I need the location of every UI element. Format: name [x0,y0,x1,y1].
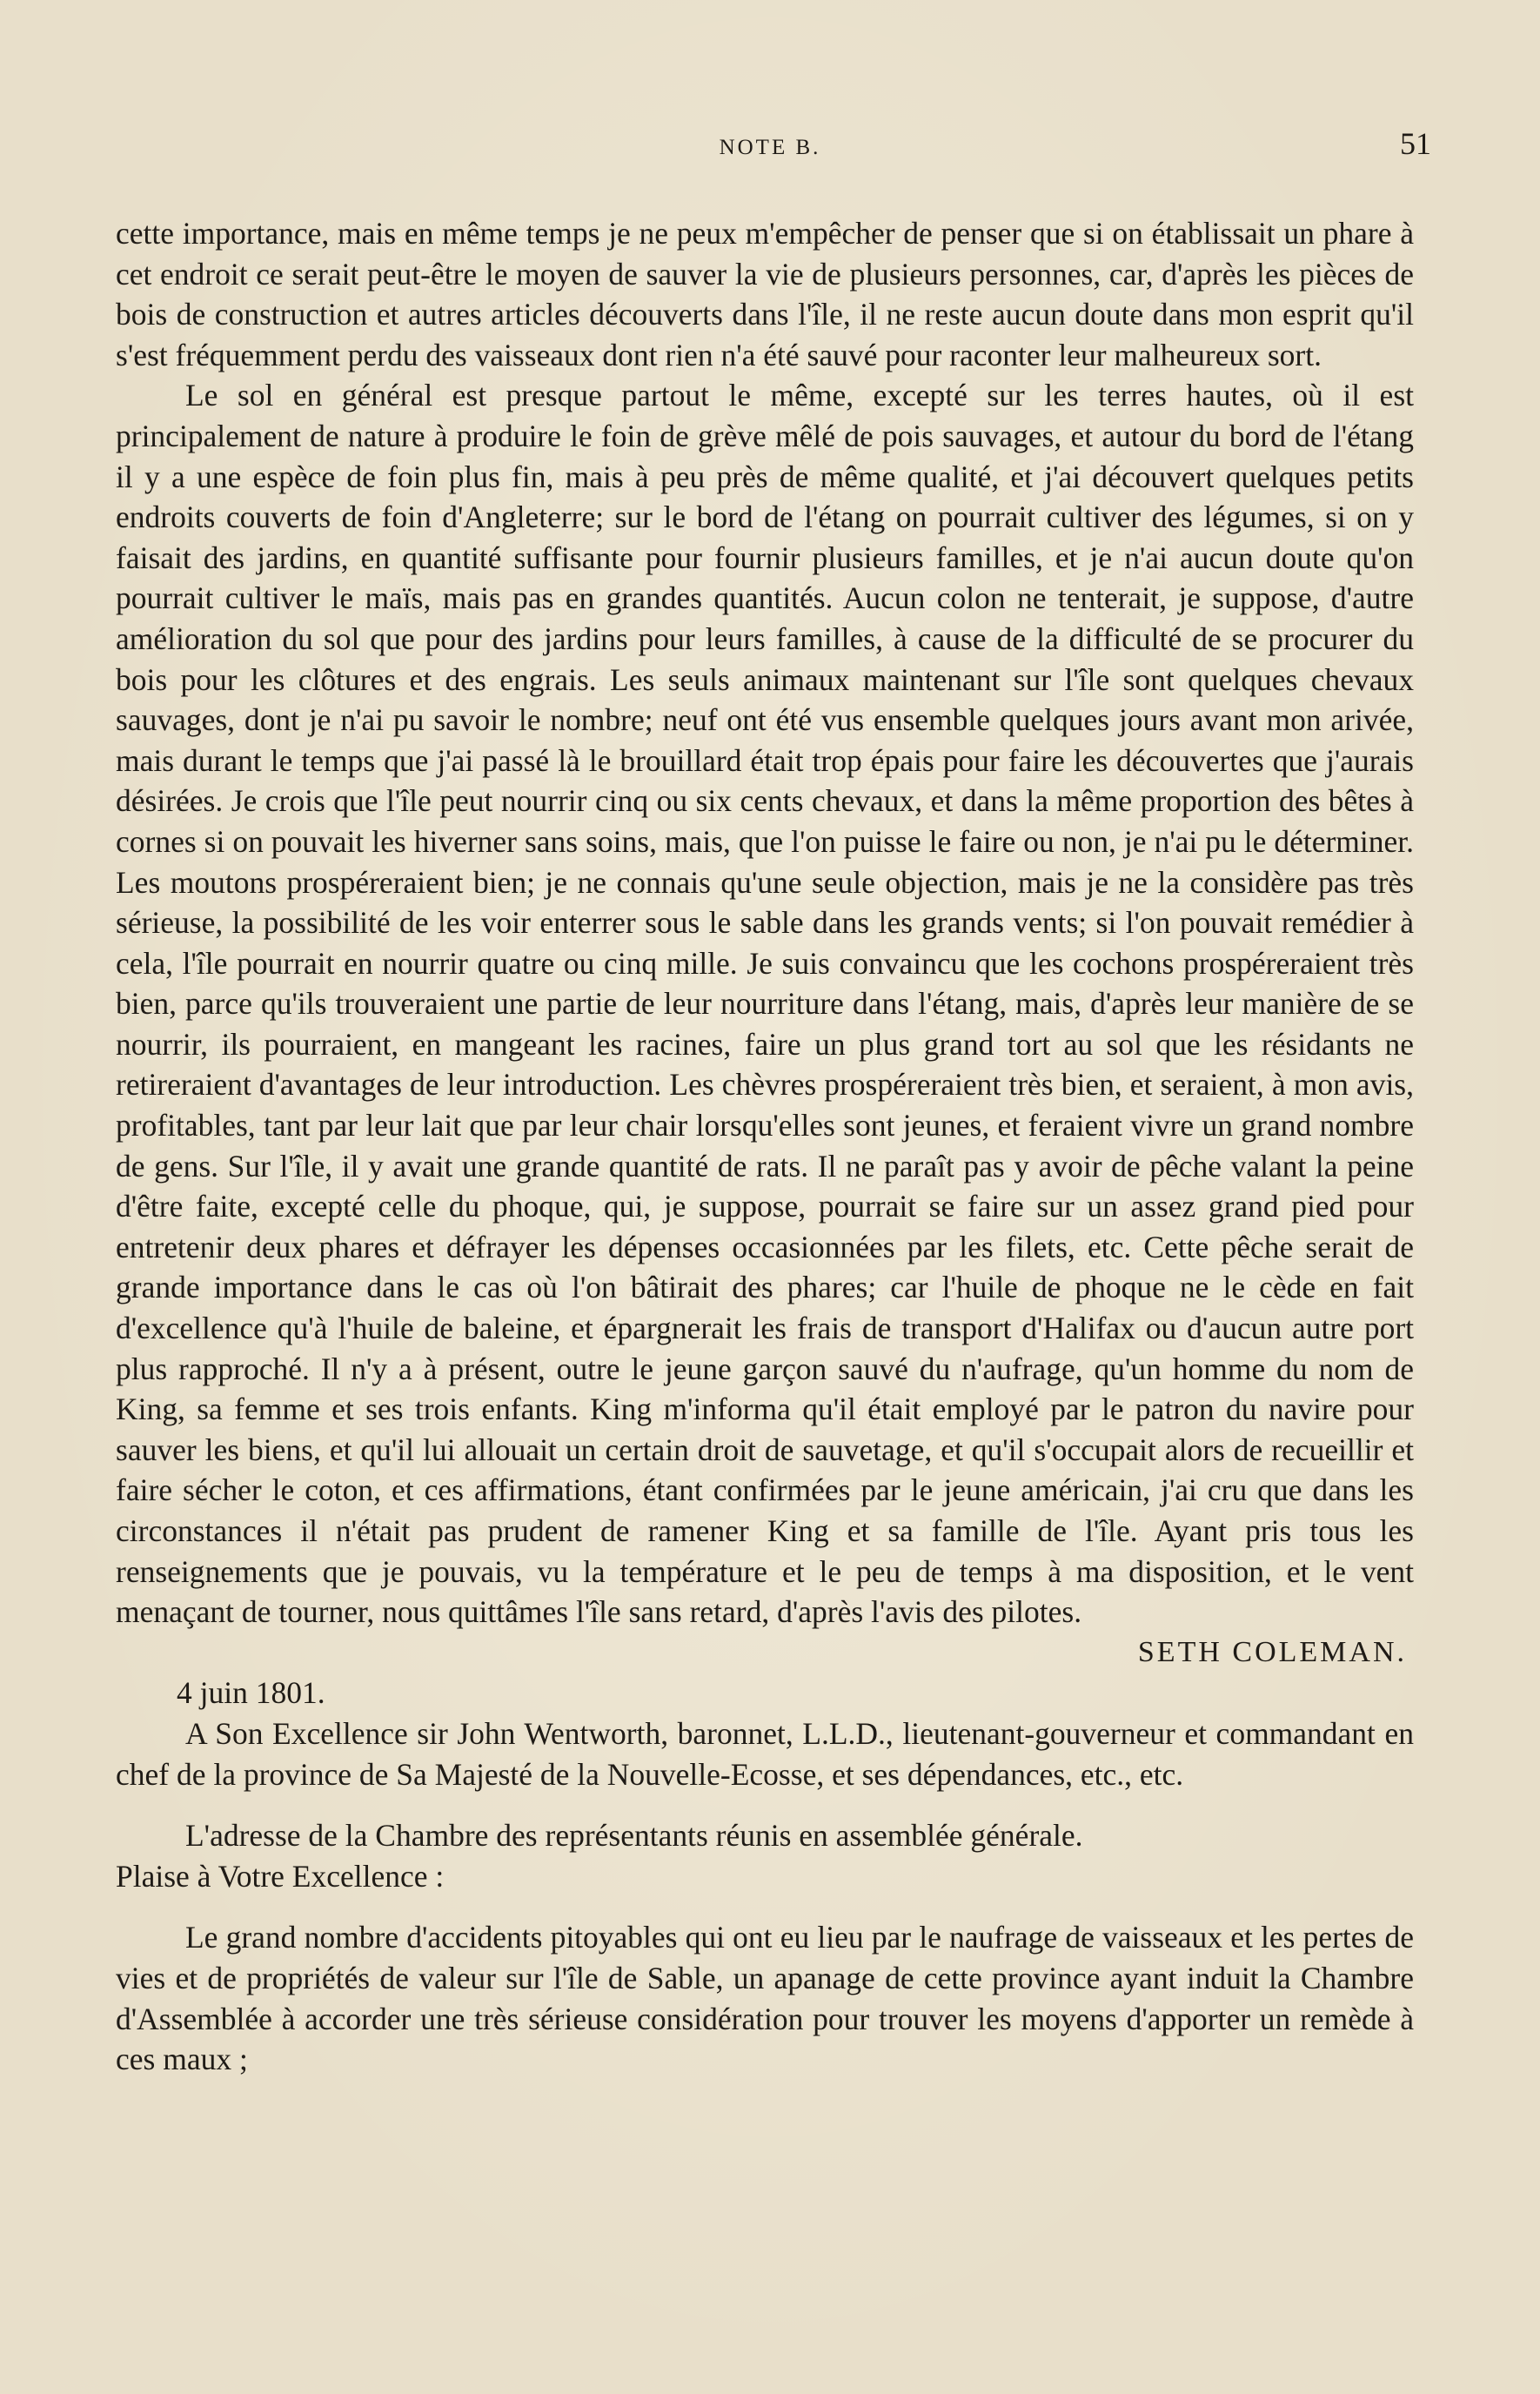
paragraph-accidents: Le grand nombre d'accidents pitoyables qui ont eu lieu par le naufrage de vaisseaux et les pertes de vies et de propriétés de valeur sur l'île de Sable, un apanage de cette province ayant induit la Chambre d'Assemblée à accorder une très sérieuse considération pour trouver les moyens d'apporter un remède à ces maux ; [116,1920,1414,2077]
signature: SETH COLEMAN. [1137,1635,1407,1668]
paragraph-address-to-governor: A Son Excellence sir John Wentworth, baronnet, L.L.D., lieutenant-gouverneur et commandant en chef de la province de Sa Majesté de la Nouvelle-Ecosse, et ses dépendances, etc., etc. [116,1715,1414,1792]
salutation: Plaise à Votre Excellence : [116,1858,445,1894]
date-line: 4 juin 1801. [177,1675,325,1711]
body-text [116,213,1414,2080]
page-number: 51 [1400,126,1431,161]
running-head [117,126,1431,165]
running-head-title: NOTE B. [719,136,821,159]
paragraph-assembly-address: L'adresse de la Chambre des représentants réunis en assemblée générale. [185,1818,1083,1854]
paragraph-soil-description: Le sol en général est presque partout le même, excepté sur les terres hautes, où il est principalement de nature à produire le foin de grève mêlé de pois sauvages, et autour du bord de l'étang il y a une espèce de foin plus fin, mais à peu près de même qualité, et j'ai découvert quelques petits endroits couverts de foin d'Angleterre; sur le bord de l'étang on pourrait cultiver des légumes, si on y faisait des jardins, en quantité suffisante pour fournir plusieurs familles, et je n'ai aucun doute qu'on pourrait cultiver le maïs, mais pas en grandes quantités. Aucun colon ne tenterait, je suppose, d'autre amélioration du sol que pour des jardins pour leurs familles, à cause de la difficulté de se procurer du bois pour les clôtures et des engrais. Les seuls animaux maintenant sur l'île sont quelques chevaux sauvages, dont je n'ai pu savoir le nombre; neuf ont été vus ensemble quelques jours avant mon arivée, mais durant le temps que j'ai passé là le brouillard était trop épais pour faire les découvertes que j'aurais désirées. Je crois que l'île peut nourrir cinq ou six cents chevaux, et dans la même proportion des bêtes à cornes si on pouvait les hiverner sans soins, mais, que l'on puisse le faire ou non, je n'ai pu le déterminer. Les moutons prospéreraient bien; je ne connais qu'une seule objection, mais je ne la considère pas très sérieuse, la possibilité de les voir enterrer sous le sable dans les grands vents; si l'on pouvait remédier à cela, l'île pourrait en nourrir quatre ou cinq mille. Je suis convaincu que les cochons prospéreraient très bien, parce qu'ils trouveraient une partie de leur nourriture dans l'étang, mais, d'après leur manière de se nourrir, ils pourraient, en mangeant les racines, faire un plus grand tort au sol que les résidants ne retireraient d'avantages de leur introduction. Les chèvres prospéreraient très bien, et seraient, à mon avis, profitables, tant par leur lait que par leur chair lorsqu'elles sont jeunes, et feraient vivre un grand nombre de gens. Sur l'île, il y avait une grande quantité de rats. Il ne paraît pas y avoir de pêche valant la peine d'être faite, excepté celle du phoque, qui, je suppose, pourrait se faire sur un assez grand pied pour entretenir deux phares et défrayer les dépenses occasionnées par les filets, etc. Cette pêche serait de grande importance dans le cas où l'on bâtirait des phares; car l'huile de phoque ne le cède en fait d'excellence qu'à l'huile de baleine, et épargnerait les frais de transport d'Halifax ou d'aucun autre port plus rapproché. Il n'y a à présent, outre le jeune garçon sauvé du n'aufrage, qu'un homme du nom de King, sa femme et ses trois enfants. King m'informa qu'il était employé par le patron du navire pour sauver les biens, et qu'il lui allouait un certain droit de sauvetage, et qu'il s'occupait alors de recueillir et faire sécher le coton, et ces affirmations, étant confirmées par le jeune américain, j'ai cru que dans les circonstances il n'était pas prudent de ramener King et sa famille de l'île. Ayant pris tous les renseignements que je pouvais, vu la température et le peu de temps à ma disposition, et le vent menaçant de tourner, nous quittâmes l'île sans retard, d'après l'avis des pilotes. [116,378,1414,1630]
paragraph-continuation: cette importance, mais en même temps je ne peux m'empêcher de penser que si on établissait un phare à cet endroit ce serait peut-être le moyen de sauver la vie de plusieurs personnes, car, d'après les pièces de bois de construction et autres articles découverts dans l'île, il ne reste aucun doute dans mon esprit qu'il s'est fréquemment perdu des vaisseaux dont rien n'a été sauvé pour raconter leur malheureux sort. [116,216,1414,372]
